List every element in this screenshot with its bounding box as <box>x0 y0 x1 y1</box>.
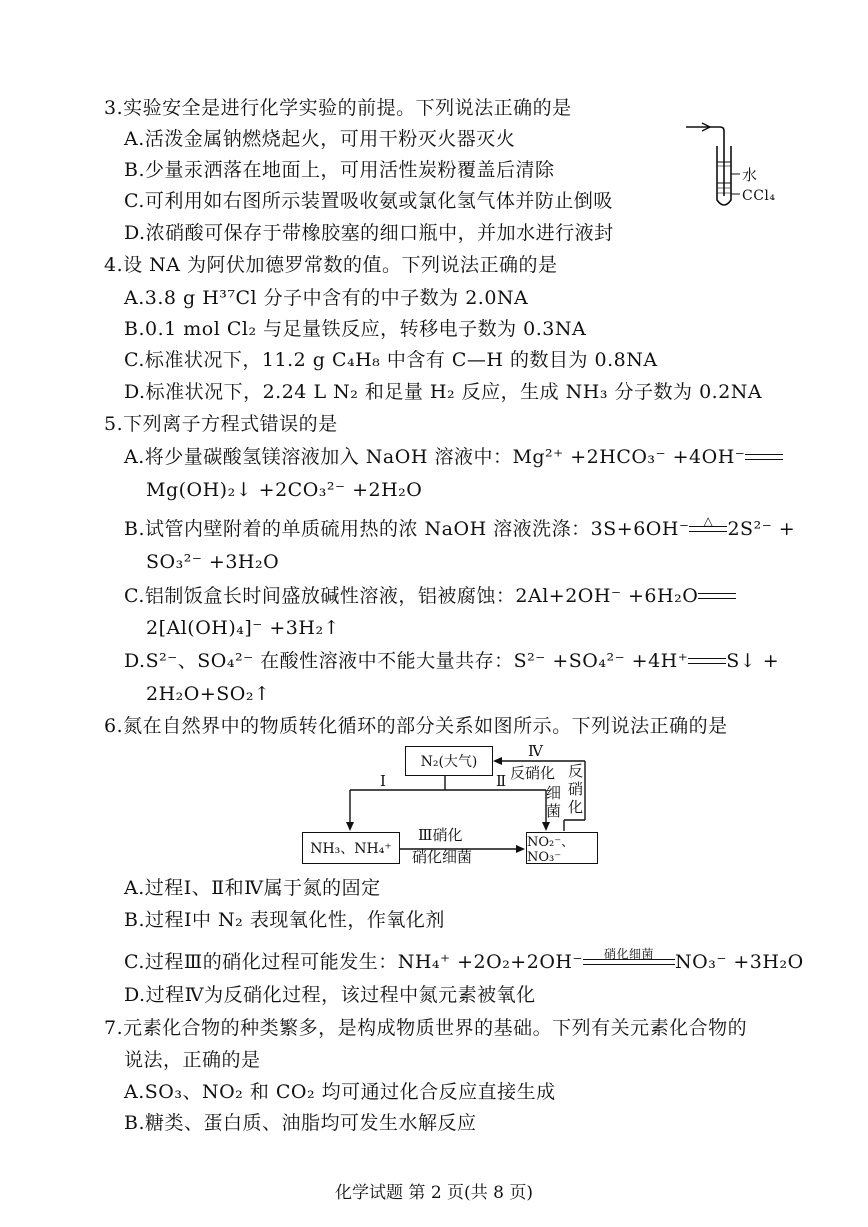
n2-atmosphere-box: N₂(大气) <box>405 746 493 776</box>
q5-option-c-line2: 2[Al(OH)₄]⁻ +3H₂↑ <box>146 617 340 639</box>
q5-option-b-line1 <box>124 514 796 541</box>
q4-option-d: D.标准状况下，2.24 L N₂ 和足量 H₂ 反应，生成 NH₃ 分子数为 0.2NA <box>124 381 763 403</box>
q6-stem: 6.氮在自然界中的物质转化循环的部分关系如图所示。下列说法正确的是 <box>104 715 728 737</box>
ccl4-label: CCl₄ <box>742 188 776 204</box>
nitrogen-cycle-diagram <box>300 742 600 872</box>
process-iii-label: Ⅲ硝化 <box>418 826 463 844</box>
q5-b-text: B.试管内壁附着的单质硫用热的浓 NaOH 溶液洗涤：3S+6OH⁻ <box>124 518 690 540</box>
process-i-label: Ⅰ <box>380 772 386 790</box>
denitrification-label: 反硝化 <box>510 764 556 782</box>
q3-option-c: C.可利用如右图所示装置吸收氨或氯化氢气体并防止倒吸 <box>124 190 613 212</box>
process-iv-label: Ⅳ <box>528 742 543 760</box>
nitrifying-bacteria-condition: 硝化细菌 <box>603 947 654 961</box>
condition-equals-sign <box>583 947 675 968</box>
q4-stem: 4.设 NA 为阿伏加德罗常数的值。下列说法正确的是 <box>104 254 558 276</box>
q5-a-text: A.将少量碳酸氢镁溶液加入 NaOH 溶液中：Mg²⁺ +2HCO₃⁻ +4OH⁻ <box>124 446 746 468</box>
q6-option-c <box>124 947 804 974</box>
nitrite-nitrate-box: NO₂⁻、NO₃⁻ <box>526 832 598 864</box>
q6-option-d: D.过程Ⅳ为反硝化过程，该过程中氮元素被氧化 <box>124 984 536 1006</box>
heat-symbol: △ <box>703 514 714 528</box>
equals-sign <box>698 592 736 602</box>
heat-equals-sign <box>689 514 727 535</box>
equals-sign <box>688 657 726 667</box>
q4-option-a: A.3.8 g H³⁷Cl 分子中含有的中子数为 2.0NA <box>124 287 529 309</box>
q3-option-b: B.少量汞洒落在地面上，可用活性炭粉覆盖后清除 <box>124 159 555 181</box>
q5-option-a-line2: Mg(OH)₂↓ +2CO₃²⁻ +2H₂O <box>146 479 423 501</box>
nitrifying-bacteria-label: 硝化细菌 <box>412 848 473 866</box>
q5-d-text: D.S²⁻、SO₄²⁻ 在酸性溶液中不能大量共存：S²⁻ +SO₄²⁻ +4H⁺ <box>124 650 689 672</box>
q3-stem: 3.实验安全是进行化学实验的前提。下列说法正确的是 <box>104 97 572 119</box>
q5-option-a-line1 <box>124 445 783 469</box>
q5-option-d-line2: 2H₂O+SO₂↑ <box>146 683 271 705</box>
page-footer: 化学试题 第 2 页(共 8 页) <box>335 1183 533 1203</box>
equals-sign <box>745 453 783 463</box>
q3-option-d: D.浓硝酸可保存于带橡胶塞的细口瓶中，并加水进行液封 <box>124 222 614 244</box>
q7-option-a: A.SO₃、NO₂ 和 CO₂ 均可通过化合反应直接生成 <box>124 1081 556 1103</box>
q7-stem-line1: 7.元素化合物的种类繁多，是构成物质世界的基础。下列有关元素化合物的 <box>104 1017 748 1039</box>
q5-c-text: C.铝制饭盒长时间盛放碱性溶液，铝被腐蚀：2Al+2OH⁻ +6H₂O <box>124 585 699 607</box>
q6-c-text: C.过程Ⅲ的硝化过程可能发生：NH₄⁺ +2O₂+2OH⁻ <box>124 951 583 973</box>
q5-b-tail: 2S²⁻ + <box>727 518 796 540</box>
q6-option-b: B.过程Ⅰ中 N₂ 表现氧化性，作氧化剂 <box>124 909 445 931</box>
q5-option-b-line2: SO₃²⁻ +3H₂O <box>146 551 280 573</box>
q5-stem: 5.下列离子方程式错误的是 <box>104 413 338 435</box>
q7-option-b: B.糖类、蛋白质、油脂均可发生水解反应 <box>124 1112 477 1134</box>
q5-option-c-line1 <box>124 584 736 608</box>
denitrification-vertical-label: 反硝化 <box>568 762 584 816</box>
q5-d-tail: S↓ + <box>726 650 780 672</box>
q5-option-d-line1 <box>124 649 779 673</box>
q4-option-b: B.0.1 mol Cl₂ 与足量铁反应，转移电子数为 0.3NA <box>124 318 587 340</box>
bacteria-vertical-label: 细菌 <box>546 784 562 820</box>
water-label: 水 <box>742 166 758 184</box>
q3-option-a: A.活泼金属钠燃烧起火，可用干粉灭火器灭火 <box>124 128 516 150</box>
ammonia-ammonium-box: NH₃、NH₄⁺ <box>302 832 400 864</box>
q4-option-c: C.标准状况下，11.2 g C₄H₈ 中含有 C—H 的数目为 0.8NA <box>124 349 658 371</box>
process-ii-label: Ⅱ <box>496 772 507 790</box>
q6-c-tail: NO₃⁻ +3H₂O <box>675 951 804 973</box>
q7-stem-line2: 说法，正确的是 <box>124 1049 261 1071</box>
q6-option-a: A.过程Ⅰ、Ⅱ和Ⅳ属于氮的固定 <box>124 877 381 899</box>
